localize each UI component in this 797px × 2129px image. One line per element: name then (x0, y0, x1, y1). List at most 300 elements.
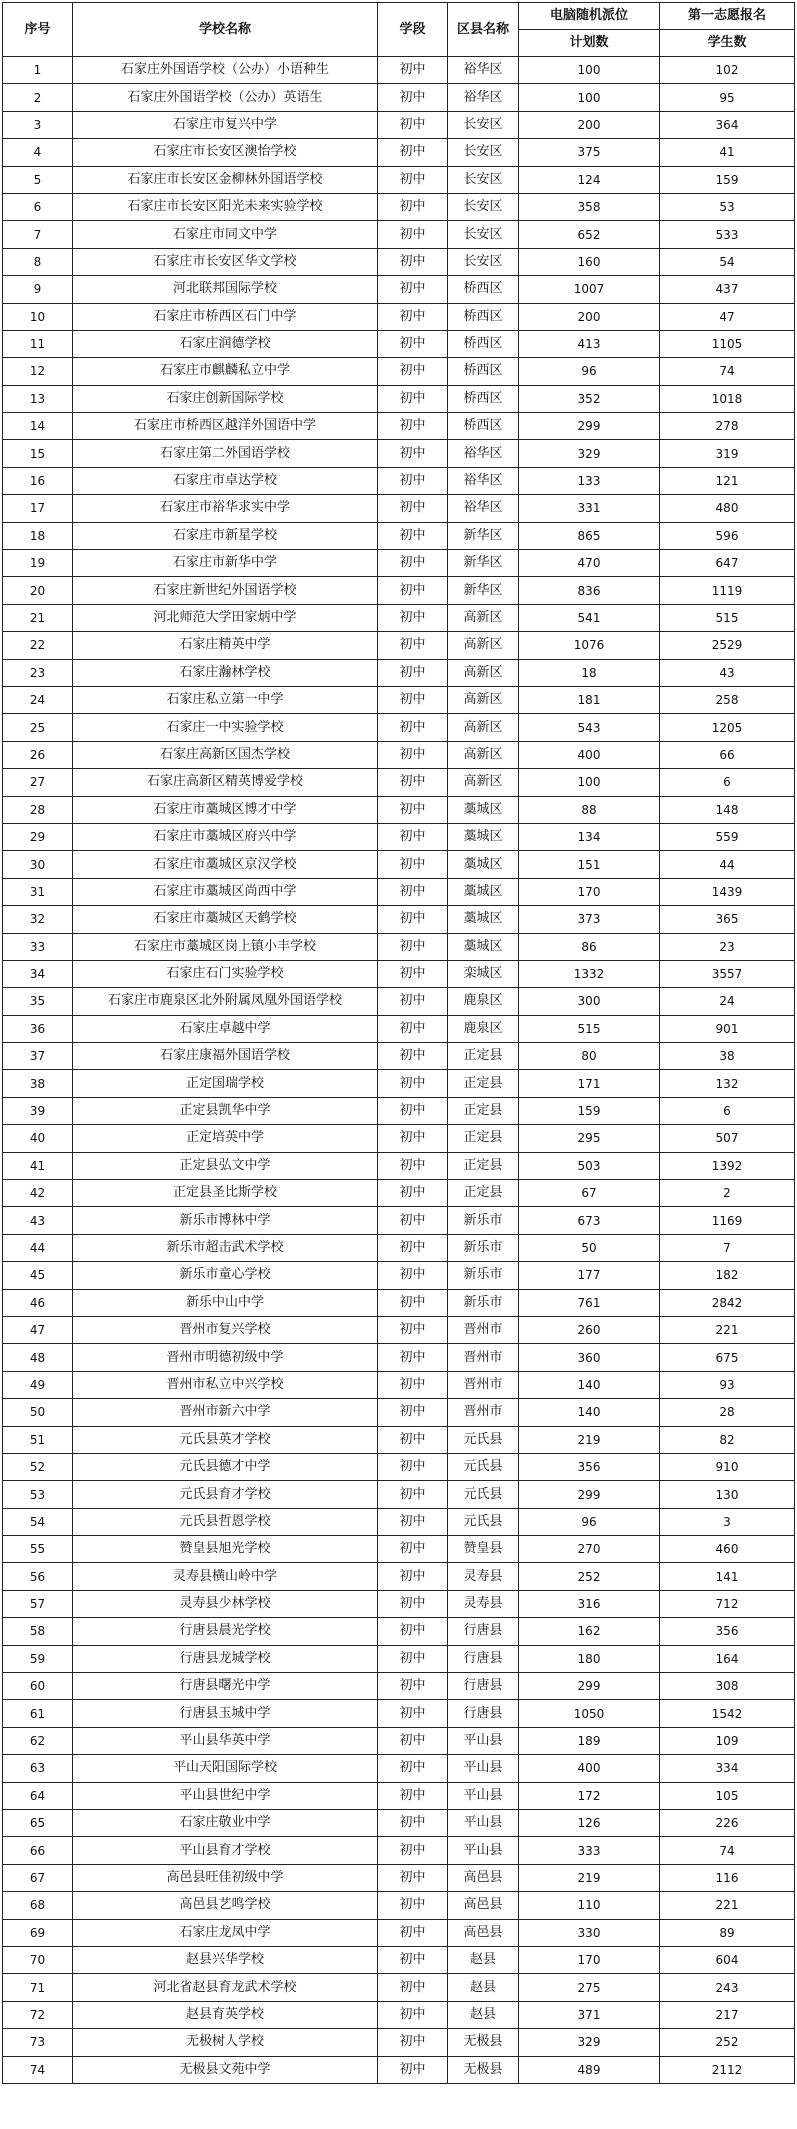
cell-district: 藁城区 (448, 906, 519, 933)
cell-district: 裕华区 (448, 84, 519, 111)
cell-school: 新乐市童心学校 (73, 1262, 378, 1289)
cell-school: 正定县凯华中学 (73, 1097, 378, 1124)
table-row (3, 1673, 795, 1700)
cell-school: 石家庄市新华中学 (73, 550, 378, 577)
cell-apply: 105 (660, 1782, 795, 1809)
cell-plan: 761 (519, 1289, 660, 1316)
cell-apply: 109 (660, 1727, 795, 1754)
table-row (3, 1974, 795, 2001)
cell-district: 长安区 (448, 139, 519, 166)
cell-district: 灵寿县 (448, 1563, 519, 1590)
cell-district: 平山县 (448, 1782, 519, 1809)
table-row (3, 1207, 795, 1234)
cell-school: 平山天阳国际学校 (73, 1755, 378, 1782)
cell-district: 高新区 (448, 769, 519, 796)
cell-stage: 初中 (378, 440, 448, 467)
table-row (3, 2029, 795, 2056)
cell-school: 石家庄市新星学校 (73, 522, 378, 549)
table-row (3, 686, 795, 713)
cell-district: 正定县 (448, 1180, 519, 1207)
cell-plan: 124 (519, 166, 660, 193)
cell-district: 平山县 (448, 1810, 519, 1837)
table-row (3, 1180, 795, 1207)
cell-district: 藁城区 (448, 851, 519, 878)
cell-seq: 3 (3, 111, 73, 138)
cell-district: 桥西区 (448, 413, 519, 440)
cell-plan: 836 (519, 577, 660, 604)
cell-apply: 130 (660, 1481, 795, 1508)
cell-apply: 604 (660, 1946, 795, 1973)
cell-stage: 初中 (378, 193, 448, 220)
table-row (3, 1618, 795, 1645)
cell-stage: 初中 (378, 1673, 448, 1700)
cell-district: 长安区 (448, 111, 519, 138)
cell-apply: 132 (660, 1070, 795, 1097)
table-row (3, 1892, 795, 1919)
cell-seq: 61 (3, 1700, 73, 1727)
cell-plan: 180 (519, 1645, 660, 1672)
cell-school: 石家庄精英中学 (73, 632, 378, 659)
cell-district: 新华区 (448, 550, 519, 577)
cell-stage: 初中 (378, 1399, 448, 1426)
cell-stage: 初中 (378, 1152, 448, 1179)
cell-seq: 2 (3, 84, 73, 111)
cell-plan: 331 (519, 495, 660, 522)
table-row (3, 577, 795, 604)
cell-plan: 171 (519, 1070, 660, 1097)
cell-plan: 356 (519, 1453, 660, 1480)
table-row (3, 440, 795, 467)
cell-apply: 1392 (660, 1152, 795, 1179)
cell-seq: 57 (3, 1590, 73, 1617)
header-stage: 学段 (378, 3, 448, 57)
cell-stage: 初中 (378, 851, 448, 878)
cell-school: 晋州市新六中学 (73, 1399, 378, 1426)
cell-stage: 初中 (378, 988, 448, 1015)
cell-apply: 901 (660, 1015, 795, 1042)
cell-seq: 15 (3, 440, 73, 467)
cell-district: 正定县 (448, 1097, 519, 1124)
cell-school: 石家庄高新区国杰学校 (73, 741, 378, 768)
cell-stage: 初中 (378, 413, 448, 440)
table-row (3, 604, 795, 631)
cell-seq: 19 (3, 550, 73, 577)
table-row (3, 769, 795, 796)
cell-plan: 652 (519, 221, 660, 248)
cell-apply: 6 (660, 769, 795, 796)
cell-plan: 88 (519, 796, 660, 823)
cell-plan: 260 (519, 1316, 660, 1343)
cell-stage: 初中 (378, 330, 448, 357)
cell-district: 长安区 (448, 221, 519, 248)
header-school: 学校名称 (73, 3, 378, 57)
cell-district: 裕华区 (448, 495, 519, 522)
cell-plan: 299 (519, 413, 660, 440)
cell-stage: 初中 (378, 1180, 448, 1207)
cell-school: 晋州市私立中兴学校 (73, 1371, 378, 1398)
cell-plan: 503 (519, 1152, 660, 1179)
cell-seq: 34 (3, 960, 73, 987)
cell-district: 裕华区 (448, 57, 519, 84)
cell-school: 石家庄外国语学校（公办）小语种生 (73, 57, 378, 84)
table-row (3, 1645, 795, 1672)
cell-plan: 470 (519, 550, 660, 577)
cell-seq: 40 (3, 1125, 73, 1152)
cell-stage: 初中 (378, 111, 448, 138)
cell-stage: 初中 (378, 276, 448, 303)
cell-plan: 219 (519, 1426, 660, 1453)
cell-apply: 515 (660, 604, 795, 631)
table-row (3, 1810, 795, 1837)
cell-school: 平山县世纪中学 (73, 1782, 378, 1809)
cell-seq: 21 (3, 604, 73, 631)
cell-stage: 初中 (378, 1371, 448, 1398)
cell-apply: 221 (660, 1316, 795, 1343)
cell-seq: 20 (3, 577, 73, 604)
table-row (3, 111, 795, 138)
cell-district: 长安区 (448, 166, 519, 193)
cell-apply: 1018 (660, 385, 795, 412)
cell-apply: 910 (660, 1453, 795, 1480)
cell-stage: 初中 (378, 960, 448, 987)
cell-apply: 243 (660, 1974, 795, 2001)
cell-plan: 329 (519, 2029, 660, 2056)
cell-plan: 413 (519, 330, 660, 357)
cell-apply: 41 (660, 139, 795, 166)
cell-school: 石家庄新世纪外国语学校 (73, 577, 378, 604)
cell-apply: 53 (660, 193, 795, 220)
cell-seq: 23 (3, 659, 73, 686)
cell-stage: 初中 (378, 1782, 448, 1809)
cell-apply: 460 (660, 1536, 795, 1563)
cell-district: 元氏县 (448, 1426, 519, 1453)
cell-district: 元氏县 (448, 1508, 519, 1535)
table-row (3, 84, 795, 111)
cell-plan: 189 (519, 1727, 660, 1754)
cell-apply: 2 (660, 1180, 795, 1207)
cell-plan: 329 (519, 440, 660, 467)
cell-apply: 2529 (660, 632, 795, 659)
table-row (3, 988, 795, 1015)
cell-stage: 初中 (378, 1837, 448, 1864)
table-row (3, 193, 795, 220)
cell-seq: 73 (3, 2029, 73, 2056)
cell-stage: 初中 (378, 2001, 448, 2028)
cell-district: 平山县 (448, 1755, 519, 1782)
cell-school: 石家庄石门实验学校 (73, 960, 378, 987)
cell-district: 无极县 (448, 2029, 519, 2056)
cell-stage: 初中 (378, 2029, 448, 2056)
cell-district: 长安区 (448, 248, 519, 275)
cell-apply: 1542 (660, 1700, 795, 1727)
cell-district: 元氏县 (448, 1481, 519, 1508)
cell-apply: 2112 (660, 2056, 795, 2083)
cell-stage: 初中 (378, 933, 448, 960)
cell-seq: 39 (3, 1097, 73, 1124)
cell-plan: 80 (519, 1043, 660, 1070)
cell-seq: 7 (3, 221, 73, 248)
cell-district: 栾城区 (448, 960, 519, 987)
cell-plan: 358 (519, 193, 660, 220)
cell-plan: 86 (519, 933, 660, 960)
cell-seq: 55 (3, 1536, 73, 1563)
cell-plan: 100 (519, 84, 660, 111)
cell-stage: 初中 (378, 1344, 448, 1371)
cell-plan: 400 (519, 741, 660, 768)
cell-school: 无极县文苑中学 (73, 2056, 378, 2083)
cell-school: 平山县育才学校 (73, 1837, 378, 1864)
cell-stage: 初中 (378, 1043, 448, 1070)
cell-seq: 70 (3, 1946, 73, 1973)
cell-apply: 364 (660, 111, 795, 138)
cell-district: 桥西区 (448, 303, 519, 330)
cell-plan: 177 (519, 1262, 660, 1289)
cell-plan: 151 (519, 851, 660, 878)
cell-plan: 543 (519, 714, 660, 741)
cell-school: 石家庄龙凤中学 (73, 1919, 378, 1946)
header-row-top (3, 3, 795, 30)
table-row (3, 1426, 795, 1453)
table-row (3, 1234, 795, 1261)
cell-apply: 278 (660, 413, 795, 440)
cell-apply: 1119 (660, 577, 795, 604)
cell-plan: 219 (519, 1864, 660, 1891)
cell-district: 赵县 (448, 2001, 519, 2028)
cell-apply: 54 (660, 248, 795, 275)
cell-school: 正定县圣比斯学校 (73, 1180, 378, 1207)
cell-apply: 74 (660, 358, 795, 385)
cell-school: 无极树人学校 (73, 2029, 378, 2056)
cell-stage: 初中 (378, 632, 448, 659)
cell-plan: 50 (519, 1234, 660, 1261)
cell-district: 新乐市 (448, 1207, 519, 1234)
table-row (3, 276, 795, 303)
cell-seq: 60 (3, 1673, 73, 1700)
cell-stage: 初中 (378, 604, 448, 631)
table-row (3, 1097, 795, 1124)
cell-seq: 51 (3, 1426, 73, 1453)
cell-plan: 400 (519, 1755, 660, 1782)
cell-seq: 68 (3, 1892, 73, 1919)
cell-school: 石家庄瀚林学校 (73, 659, 378, 686)
table-row (3, 933, 795, 960)
cell-stage: 初中 (378, 659, 448, 686)
cell-school: 新乐市博林中学 (73, 1207, 378, 1234)
cell-district: 赞皇县 (448, 1536, 519, 1563)
cell-apply: 221 (660, 1892, 795, 1919)
cell-plan: 352 (519, 385, 660, 412)
cell-stage: 初中 (378, 1755, 448, 1782)
cell-school: 石家庄市长安区阳光未来实验学校 (73, 193, 378, 220)
cell-school: 晋州市复兴学校 (73, 1316, 378, 1343)
table-row (3, 1508, 795, 1535)
cell-school: 石家庄外国语学校（公办）英语生 (73, 84, 378, 111)
cell-district: 高新区 (448, 741, 519, 768)
header-apply-top: 第一志愿报名 (660, 3, 795, 30)
cell-plan: 299 (519, 1481, 660, 1508)
cell-school: 石家庄康福外国语学校 (73, 1043, 378, 1070)
cell-seq: 46 (3, 1289, 73, 1316)
cell-seq: 37 (3, 1043, 73, 1070)
cell-district: 裕华区 (448, 467, 519, 494)
cell-stage: 初中 (378, 1810, 448, 1837)
cell-seq: 32 (3, 906, 73, 933)
cell-plan: 270 (519, 1536, 660, 1563)
cell-apply: 217 (660, 2001, 795, 2028)
table-row (3, 1043, 795, 1070)
cell-school: 行唐县龙城学校 (73, 1645, 378, 1672)
table-row (3, 330, 795, 357)
cell-apply: 89 (660, 1919, 795, 1946)
cell-stage: 初中 (378, 823, 448, 850)
cell-school: 赞皇县旭光学校 (73, 1536, 378, 1563)
cell-seq: 6 (3, 193, 73, 220)
cell-apply: 43 (660, 659, 795, 686)
cell-apply: 1205 (660, 714, 795, 741)
cell-plan: 515 (519, 1015, 660, 1042)
cell-school: 元氏县育才学校 (73, 1481, 378, 1508)
cell-seq: 56 (3, 1563, 73, 1590)
cell-district: 高邑县 (448, 1892, 519, 1919)
cell-district: 长安区 (448, 193, 519, 220)
cell-seq: 22 (3, 632, 73, 659)
cell-plan: 299 (519, 1673, 660, 1700)
cell-plan: 541 (519, 604, 660, 631)
cell-stage: 初中 (378, 1700, 448, 1727)
cell-district: 藁城区 (448, 933, 519, 960)
cell-school: 石家庄第二外国语学校 (73, 440, 378, 467)
table-row (3, 358, 795, 385)
table-row (3, 1070, 795, 1097)
header-plan-top: 电脑随机派位 (519, 3, 660, 30)
cell-school: 行唐县曙光中学 (73, 1673, 378, 1700)
cell-apply: 24 (660, 988, 795, 1015)
cell-district: 赵县 (448, 1946, 519, 1973)
cell-stage: 初中 (378, 1097, 448, 1124)
cell-seq: 10 (3, 303, 73, 330)
table-row (3, 1399, 795, 1426)
table-row (3, 467, 795, 494)
cell-plan: 170 (519, 878, 660, 905)
cell-seq: 26 (3, 741, 73, 768)
cell-school: 石家庄市同文中学 (73, 221, 378, 248)
cell-stage: 初中 (378, 686, 448, 713)
header-district: 区县名称 (448, 3, 519, 57)
cell-seq: 8 (3, 248, 73, 275)
cell-apply: 1169 (660, 1207, 795, 1234)
cell-apply: 3 (660, 1508, 795, 1535)
table-row (3, 1453, 795, 1480)
cell-district: 平山县 (448, 1837, 519, 1864)
cell-seq: 31 (3, 878, 73, 905)
table-row (3, 714, 795, 741)
cell-plan: 160 (519, 248, 660, 275)
cell-stage: 初中 (378, 1563, 448, 1590)
table-row (3, 248, 795, 275)
cell-stage: 初中 (378, 1207, 448, 1234)
cell-school: 石家庄创新国际学校 (73, 385, 378, 412)
table-row (3, 1481, 795, 1508)
cell-seq: 49 (3, 1371, 73, 1398)
table-row (3, 1536, 795, 1563)
cell-stage: 初中 (378, 57, 448, 84)
cell-apply: 7 (660, 1234, 795, 1261)
cell-district: 桥西区 (448, 276, 519, 303)
cell-seq: 35 (3, 988, 73, 1015)
cell-plan: 1076 (519, 632, 660, 659)
header-apply-bottom: 学生数 (660, 30, 795, 57)
cell-school: 新乐市超击武术学校 (73, 1234, 378, 1261)
cell-seq: 14 (3, 413, 73, 440)
cell-district: 行唐县 (448, 1673, 519, 1700)
cell-stage: 初中 (378, 1645, 448, 1672)
cell-plan: 162 (519, 1618, 660, 1645)
cell-district: 藁城区 (448, 796, 519, 823)
cell-plan: 1050 (519, 1700, 660, 1727)
cell-seq: 54 (3, 1508, 73, 1535)
table-row (3, 57, 795, 84)
cell-seq: 53 (3, 1481, 73, 1508)
cell-plan: 1332 (519, 960, 660, 987)
table-row (3, 1919, 795, 1946)
cell-apply: 28 (660, 1399, 795, 1426)
cell-school: 灵寿县横山岭中学 (73, 1563, 378, 1590)
table-row (3, 166, 795, 193)
cell-school: 石家庄市卓达学校 (73, 467, 378, 494)
cell-district: 新华区 (448, 522, 519, 549)
cell-plan: 140 (519, 1371, 660, 1398)
cell-seq: 74 (3, 2056, 73, 2083)
cell-stage: 初中 (378, 769, 448, 796)
cell-school: 石家庄市长安区金柳林外国语学校 (73, 166, 378, 193)
cell-apply: 596 (660, 522, 795, 549)
table-row (3, 1125, 795, 1152)
cell-district: 正定县 (448, 1125, 519, 1152)
cell-district: 高新区 (448, 632, 519, 659)
cell-apply: 226 (660, 1810, 795, 1837)
cell-school: 河北联邦国际学校 (73, 276, 378, 303)
table-row (3, 741, 795, 768)
table-row (3, 1316, 795, 1343)
cell-seq: 67 (3, 1864, 73, 1891)
cell-seq: 1 (3, 57, 73, 84)
cell-stage: 初中 (378, 1234, 448, 1261)
table-row (3, 139, 795, 166)
cell-district: 灵寿县 (448, 1590, 519, 1617)
cell-plan: 300 (519, 988, 660, 1015)
cell-district: 高新区 (448, 659, 519, 686)
cell-apply: 365 (660, 906, 795, 933)
cell-district: 鹿泉区 (448, 988, 519, 1015)
cell-apply: 47 (660, 303, 795, 330)
cell-apply: 1105 (660, 330, 795, 357)
cell-school: 石家庄卓越中学 (73, 1015, 378, 1042)
cell-stage: 初中 (378, 577, 448, 604)
cell-plan: 1007 (519, 276, 660, 303)
cell-apply: 675 (660, 1344, 795, 1371)
table-row (3, 550, 795, 577)
cell-school: 石家庄市藁城区府兴中学 (73, 823, 378, 850)
cell-stage: 初中 (378, 358, 448, 385)
cell-district: 新华区 (448, 577, 519, 604)
cell-stage: 初中 (378, 1974, 448, 2001)
table-row (3, 221, 795, 248)
cell-plan: 110 (519, 1892, 660, 1919)
cell-seq: 24 (3, 686, 73, 713)
cell-apply: 66 (660, 741, 795, 768)
cell-apply: 437 (660, 276, 795, 303)
table-body (3, 57, 795, 2084)
